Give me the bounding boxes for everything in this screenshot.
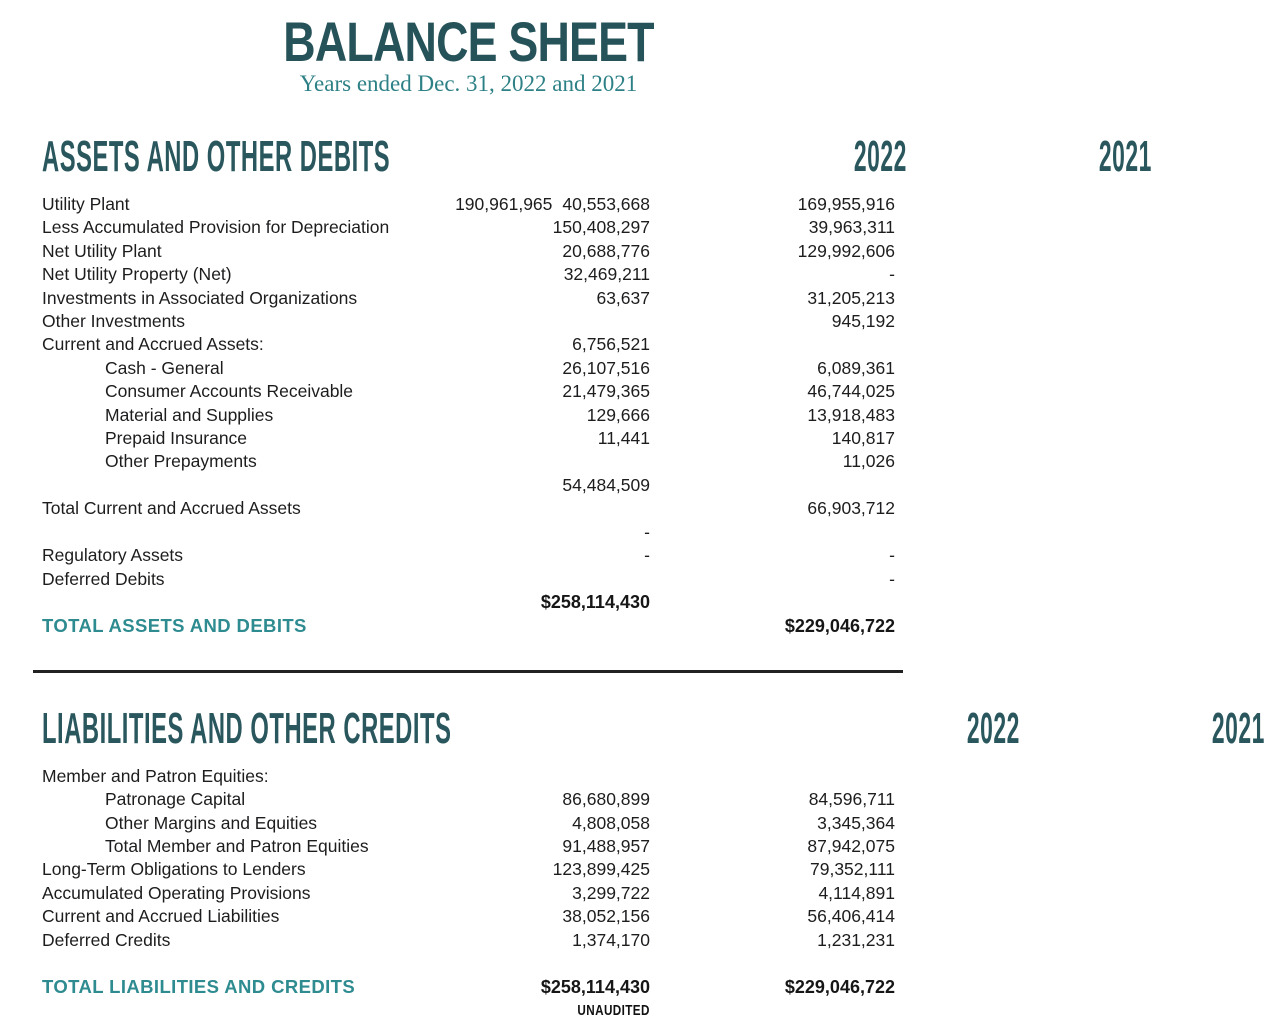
row-value-2022	[430, 193, 650, 216]
row-value-2021: 129,992,606	[797, 240, 895, 261]
row-label: Accumulated Operating Provisions	[42, 882, 311, 903]
row-value-2021: -	[889, 264, 895, 285]
row-label: Investments in Associated Organizations	[42, 287, 358, 308]
unaudited-note: UNAUDITED	[577, 1002, 650, 1020]
row-value-2022-main: -	[644, 521, 650, 542]
row-value-2022-main: $258,114,430	[540, 976, 650, 997]
liabilities-column-header-2021: 2021	[1212, 703, 1265, 753]
row-label: Net Utility Property (Net)	[42, 264, 232, 285]
row-value-2021: -	[889, 568, 895, 589]
table-row	[42, 193, 895, 216]
row-value-2022-main: 63,637	[596, 287, 650, 308]
table-row	[42, 333, 895, 356]
row-value-2022-main: 20,688,776	[562, 240, 650, 261]
row-label: Less Accumulated Provision for Depreciation	[42, 217, 390, 238]
assets-column-header-2021: 2021	[1098, 132, 1152, 181]
row-value-2022-main: 1,374,170	[572, 929, 650, 950]
row-value-2022-main: 38,052,156	[562, 906, 650, 927]
row-value-2021: 140,817	[831, 428, 895, 449]
row-value-2022-main: 26,107,516	[562, 357, 650, 378]
row-label: Deferred Credits	[42, 929, 171, 950]
row-label: Current and Accrued Liabilities	[42, 906, 280, 927]
row-value-2022-main: 11,441	[597, 428, 650, 449]
table-row	[42, 882, 895, 905]
row-value-2022	[430, 976, 650, 999]
row-value-2022-main: 4,808,058	[572, 812, 650, 833]
row-label: Current and Accrued Assets:	[42, 334, 264, 355]
row-value-2022-main: 3,299,722	[572, 882, 650, 903]
row-label: Total Current and Accrued Assets	[42, 498, 301, 519]
row-value-2021: -	[889, 545, 895, 566]
row-label: Other Investments	[42, 311, 185, 332]
page-title	[42, 10, 895, 73]
row-value-2022	[430, 905, 650, 928]
assets-column-header-2022: 2022	[853, 132, 907, 181]
table-row	[42, 521, 895, 544]
liabilities-heading-row	[42, 703, 1265, 753]
row-value-2022-main: -	[644, 545, 650, 566]
row-value-2022-main: 86,680,899	[562, 789, 650, 810]
table-row	[42, 310, 895, 333]
row-value-2021: 945,192	[831, 311, 895, 332]
row-value-2022-main: 32,469,211	[563, 264, 650, 285]
row-value-2022-main: 21,479,365	[562, 381, 650, 402]
row-label: Consumer Accounts Receivable	[105, 381, 354, 402]
row-label: Material and Supplies	[105, 404, 274, 425]
row-label: TOTAL ASSETS AND DEBITS	[42, 615, 307, 637]
row-value-2022-main: 6,756,521	[572, 334, 650, 355]
row-value-2022-main: 91,488,957	[562, 835, 650, 856]
row-label: TOTAL LIABILITIES AND CREDITS	[42, 975, 356, 997]
row-value-2021: 46,744,025	[807, 381, 895, 402]
row-value-2022	[430, 929, 650, 952]
row-label: Utility Plant	[42, 194, 130, 214]
page-subtitle: Years ended Dec. 31, 2022 and 2021	[299, 71, 638, 96]
balance-sheet-table	[42, 132, 1265, 1020]
table-row	[42, 497, 895, 520]
row-label: Long-Term Obligations to Lenders	[42, 859, 306, 880]
table-row	[42, 765, 895, 788]
liabilities-column-header-2022: 2022	[967, 703, 1021, 753]
row-value-2022-main: 150,408,297	[552, 217, 650, 238]
row-value-2022	[430, 882, 650, 905]
row-label: Other Margins and Equities	[105, 812, 318, 833]
assets-rows	[42, 193, 895, 639]
row-value-2021: 3,345,364	[817, 812, 895, 833]
row-value-2022	[430, 404, 650, 427]
row-value-2022	[430, 858, 650, 881]
table-row	[42, 404, 895, 427]
row-value-2021: 169,955,916	[797, 194, 895, 214]
row-value-2022	[430, 788, 650, 811]
table-row	[42, 929, 895, 952]
row-label	[42, 474, 430, 497]
row-value-2021: 6,089,361	[817, 357, 895, 378]
table-row	[42, 240, 895, 263]
row-value-2022	[430, 474, 650, 497]
row-value-2021: $229,046,722	[784, 976, 895, 997]
table-row	[42, 263, 895, 286]
row-value-2022-extra: 190,961,965	[455, 194, 553, 214]
table-row	[42, 544, 895, 567]
row-value-2022	[430, 812, 650, 835]
page-title-text: BALANCE SHEET	[283, 10, 654, 73]
table-row	[42, 835, 895, 858]
row-label: Cash - General	[105, 357, 224, 378]
row-value-2021: 84,596,711	[808, 789, 895, 810]
row-label: Regulatory Assets	[42, 545, 184, 566]
row-value-2021: 87,942,075	[807, 835, 895, 856]
row-value-2022	[430, 427, 650, 450]
row-value-2022	[430, 591, 650, 614]
row-value-2022	[430, 263, 650, 286]
row-value-2021: $229,046,722	[784, 616, 895, 637]
row-value-2021: 1,231,231	[817, 929, 895, 950]
row-value-2021: 66,903,712	[807, 498, 895, 519]
row-value-2022	[430, 216, 650, 239]
section-divider	[33, 670, 903, 673]
row-value-2022-main: 40,553,668	[562, 194, 650, 214]
assets-section-heading: ASSETS AND OTHER DEBITS	[42, 132, 391, 181]
table-row	[42, 812, 895, 835]
table-row	[42, 287, 895, 310]
table-row	[42, 474, 895, 497]
row-value-2021: 13,918,483	[807, 404, 895, 425]
row-value-2022	[430, 835, 650, 858]
row-value-2022-main: 123,899,425	[552, 859, 650, 880]
row-value-2022-main: 54,484,509	[562, 474, 650, 495]
row-value-2022	[430, 287, 650, 310]
row-value-2021: 56,406,414	[807, 906, 895, 927]
section-liabilities	[42, 703, 1265, 1000]
row-value-2021: 31,205,213	[807, 287, 895, 308]
row-label: Other Prepayments	[105, 451, 257, 472]
row-label: Patronage Capital	[105, 789, 246, 810]
row-label	[42, 591, 430, 614]
row-label: Total Member and Patron Equities	[105, 835, 369, 856]
row-value-2022-main: $258,114,430	[540, 591, 650, 612]
assets-heading-row	[42, 132, 1152, 181]
row-value-2022	[430, 333, 650, 356]
document-header	[42, 10, 895, 97]
row-value-2022-main: 129,666	[586, 404, 650, 425]
table-row	[42, 568, 895, 591]
row-value-2022	[430, 357, 650, 380]
row-value-2022	[430, 240, 650, 263]
liabilities-section-heading: LIABILITIES AND OTHER CREDITS	[42, 703, 452, 753]
table-row	[42, 975, 895, 999]
table-row	[42, 858, 895, 881]
table-row	[42, 357, 895, 380]
row-value-2022	[430, 521, 650, 544]
row-value-2021: 11,026	[842, 451, 895, 472]
footnote-row	[42, 1002, 895, 1019]
row-label	[42, 521, 430, 544]
table-row	[42, 450, 895, 473]
row-value-2022	[430, 380, 650, 403]
table-row	[42, 591, 895, 614]
row-label: Deferred Debits	[42, 568, 165, 589]
row-value-2021: 39,963,311	[808, 217, 895, 238]
section-assets	[42, 132, 1152, 639]
table-row	[42, 905, 895, 928]
table-row	[42, 427, 895, 450]
row-value-2021: 79,352,111	[810, 859, 895, 880]
table-row	[42, 614, 895, 638]
row-label: Member and Patron Equities:	[42, 765, 269, 786]
row-value-2022	[430, 544, 650, 567]
row-value-2021: 4,114,891	[818, 882, 895, 903]
table-row	[42, 216, 895, 239]
row-label: Net Utility Plant	[42, 240, 162, 261]
table-row	[42, 380, 895, 403]
table-row	[42, 788, 895, 811]
row-label: Prepaid Insurance	[105, 428, 248, 449]
liabilities-rows	[42, 765, 895, 1000]
